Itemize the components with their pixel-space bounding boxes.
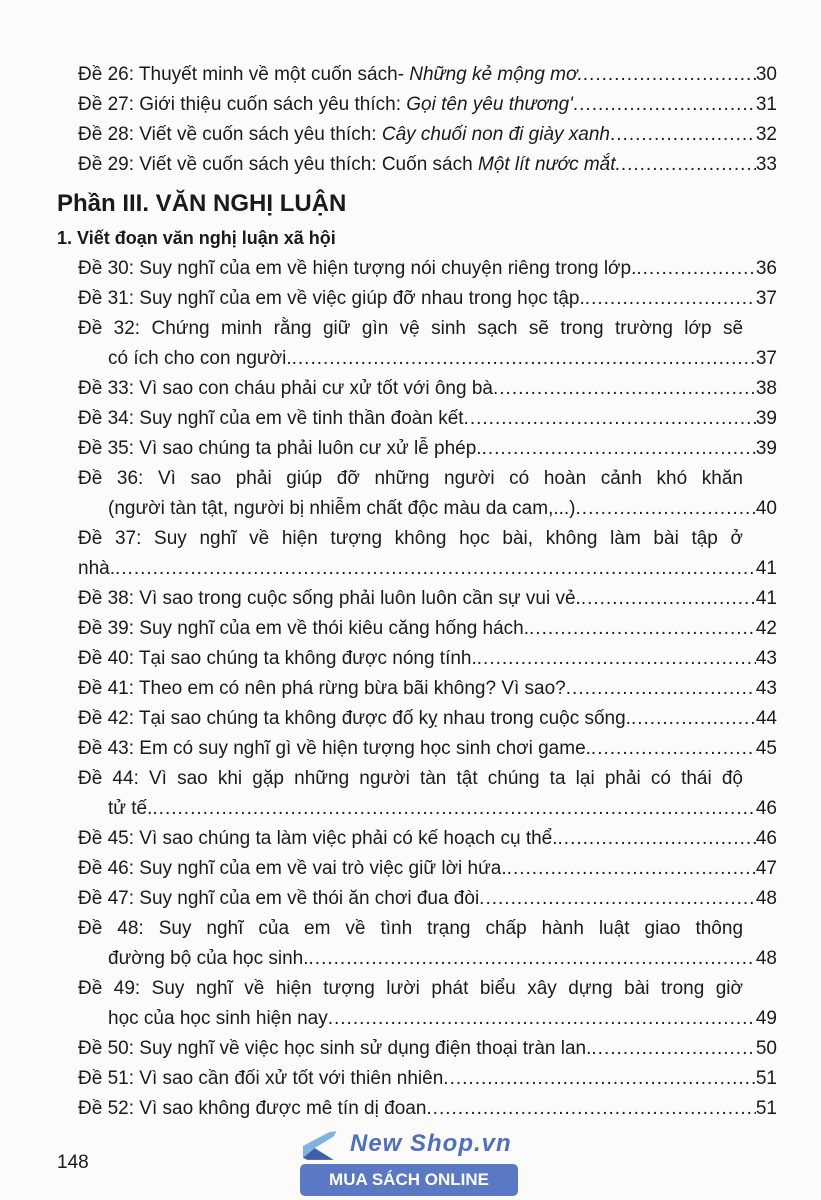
entry-label: Đề 34:	[78, 408, 134, 429]
toc-entry	[0, 1064, 777, 1094]
entry-label: Đề 26:	[78, 64, 134, 85]
leader-dots	[507, 854, 756, 884]
leader-dots	[328, 1004, 756, 1034]
entry-page: 41	[755, 558, 777, 579]
toc-entry-continuation	[0, 344, 777, 374]
entry-text	[108, 794, 152, 824]
toc-entry	[0, 644, 777, 674]
toc-entry-continuation	[0, 794, 777, 824]
entry-page: 46	[755, 828, 777, 849]
entry-label: Đề 38:	[78, 588, 134, 609]
leader-dots	[477, 644, 756, 674]
entry-title-line1: Vì sao khi gặp những người tàn tật chúng ta lại phải có thái độ	[149, 768, 743, 789]
entry-title: Suy nghĩ về việc học sinh sử dụng điện thoại tràn lan.	[139, 1038, 592, 1059]
entry-title: Suy nghĩ của em về hiện tượng nói chuyện riêng trong lớp.	[139, 258, 637, 279]
leader-dots	[610, 120, 756, 150]
entry-text	[78, 554, 115, 584]
leader-dots	[566, 674, 756, 704]
leader-dots	[115, 554, 756, 584]
entry-text	[78, 674, 566, 704]
entry-page: 44	[755, 708, 777, 729]
entry-label: Đề 41:	[78, 678, 134, 699]
toc-entry	[0, 524, 777, 554]
entry-title-line1: Chứng minh rằng giữ gìn vệ sinh sạch sẽ trong trường lớp sẽ	[151, 318, 744, 339]
entry-title: có ích cho con người.	[108, 348, 292, 369]
entry-page: 48	[755, 948, 777, 969]
leader-dots	[482, 434, 756, 464]
entry-text	[78, 120, 610, 150]
entry-text	[78, 90, 573, 120]
entry-title: Em có suy nghĩ gì về hiện tượng học sinh chơi game.	[139, 738, 591, 759]
entry-page: 36	[755, 258, 777, 279]
entry-text	[78, 824, 558, 854]
leader-dots	[585, 284, 756, 314]
entry-text	[78, 644, 477, 674]
entry-label: Đề 44:	[78, 768, 139, 789]
entry-page: 49	[755, 1008, 777, 1029]
entry-text	[78, 150, 621, 180]
toc-entry	[0, 1094, 777, 1124]
entry-page: 32	[755, 124, 777, 145]
leader-dots	[292, 344, 756, 374]
toc-entry	[0, 884, 777, 914]
entry-title: Vì sao con cháu phải cư xử tốt với ông bà	[139, 378, 493, 399]
leader-dots	[443, 1064, 756, 1094]
leader-dots	[583, 60, 756, 90]
entry-text	[78, 284, 585, 314]
newshop-logo-icon	[300, 1130, 344, 1162]
entry-text	[78, 704, 631, 734]
entry-page: 31	[755, 94, 777, 115]
entry-page: 43	[755, 648, 777, 669]
leader-dots	[464, 404, 756, 434]
leader-dots	[493, 374, 756, 404]
entry-text	[78, 60, 583, 90]
toc-entry	[0, 734, 777, 764]
watermark-brand: New Shop.vn	[350, 1130, 512, 1157]
entry-label: Đề 48:	[78, 918, 144, 939]
toc-entry	[0, 150, 777, 180]
entry-title: nhà.	[78, 558, 115, 579]
toc-entry	[0, 404, 777, 434]
toc-entry	[0, 914, 777, 944]
entry-title: Suy nghĩ của em về việc giúp đỡ nhau trong học tập.	[139, 288, 585, 309]
entry-title-line1: Suy nghĩ của em về tình trạng chấp hành luật giao thông	[158, 918, 744, 939]
entry-page: 39	[755, 438, 777, 459]
entry-text	[78, 734, 591, 764]
toc-entry-continuation	[0, 494, 777, 524]
entry-page: 51	[755, 1098, 777, 1119]
entry-title: Thuyết minh về một cuốn sách-	[138, 64, 410, 85]
entry-page: 45	[755, 738, 777, 759]
toc-entry	[0, 314, 777, 344]
toc-entry	[0, 614, 777, 644]
entry-page: 40	[755, 498, 777, 519]
entry-text	[78, 374, 493, 404]
entry-title: Vì sao chúng ta phải luôn cư xử lễ phép.	[139, 438, 482, 459]
buy-online-badge: MUA SÁCH ONLINE	[300, 1164, 518, 1196]
entry-text	[78, 1034, 591, 1064]
entry-text	[78, 884, 479, 914]
leader-dots	[591, 734, 756, 764]
entry-label: Đề 51:	[78, 1068, 134, 1089]
entry-title: Giới thiệu cuốn sách yêu thích:	[139, 94, 407, 115]
entry-title: Viết về cuốn sách yêu thích:	[139, 124, 382, 145]
entry-first-line	[78, 524, 743, 554]
entry-text	[108, 494, 576, 524]
toc-entry	[0, 824, 777, 854]
toc-entry	[0, 1034, 777, 1064]
entry-text	[108, 1004, 328, 1034]
toc-entry	[0, 704, 777, 734]
entry-page: 46	[755, 798, 777, 819]
entry-text	[78, 1094, 426, 1124]
toc-entry	[0, 674, 777, 704]
toc-entry	[0, 90, 777, 120]
entry-page: 33	[755, 154, 777, 175]
leader-dots	[558, 824, 756, 854]
entry-page: 42	[755, 618, 777, 639]
entry-label: Đề 47:	[78, 888, 134, 909]
leader-dots	[621, 150, 756, 180]
entry-title: Vì sao chúng ta làm việc phải có kế hoạch cụ thể.	[139, 828, 558, 849]
entry-label: Đề 33:	[78, 378, 134, 399]
entry-label: Đề 50:	[78, 1038, 134, 1059]
toc-entry	[0, 464, 777, 494]
entry-text	[108, 344, 292, 374]
toc-entry	[0, 284, 777, 314]
entry-title: Theo em có nên phá rừng bừa bãi không? Vì sao?	[138, 678, 566, 699]
leader-dots	[309, 944, 756, 974]
entry-label: Đề 46:	[78, 858, 134, 879]
entry-page: 48	[755, 888, 777, 909]
entry-text	[78, 854, 507, 884]
entry-italic-title: Gọi tên yêu thương'	[406, 94, 573, 115]
entry-label: Đề 31:	[78, 288, 134, 309]
leader-dots	[636, 254, 755, 284]
table-of-contents	[0, 60, 821, 1124]
toc-entry	[0, 374, 777, 404]
entry-first-line	[78, 314, 743, 344]
leader-dots	[631, 704, 756, 734]
entry-title: Suy nghĩ của em về thói ăn chơi đua đòi	[139, 888, 480, 909]
entry-label: Đề 49:	[78, 978, 141, 999]
entry-text	[78, 584, 581, 614]
section-heading: 1. Viết đoạn văn nghị luận xã hội	[57, 228, 336, 248]
entry-title-line1: Suy nghĩ về hiện tượng không học bài, không làm bài tập ở	[154, 528, 743, 549]
entry-text	[78, 404, 464, 434]
entry-page: 50	[755, 1038, 777, 1059]
entry-title-line1: Suy nghĩ về hiện tượng lười phát biểu xây dựng bài trong giờ	[151, 978, 743, 999]
leader-dots	[426, 1094, 755, 1124]
toc-entry-continuation	[0, 944, 777, 974]
entry-first-line	[78, 914, 743, 944]
entry-title: (người tàn tật, người bị nhiễm chất độc màu da cam,...)	[108, 498, 576, 519]
entry-first-line	[78, 764, 743, 794]
entry-page: 43	[755, 678, 777, 699]
entry-text	[78, 1064, 443, 1094]
entry-italic-title: Một lít nước mắt.	[477, 154, 621, 175]
entry-title: Vì sao trong cuộc sống phải luôn luôn cần sự vui vẻ.	[139, 588, 581, 609]
toc-entry	[0, 974, 777, 1004]
toc-entry-continuation	[0, 554, 777, 584]
entry-label: Đề 29:	[78, 154, 134, 175]
entry-italic-title: Những kẻ mộng mơ.	[409, 64, 583, 85]
entry-title: Tại sao chúng ta không được đố kỵ nhau trong cuộc sống.	[138, 708, 631, 729]
entry-page: 37	[755, 348, 777, 369]
entry-first-line	[78, 974, 743, 1004]
entry-label: Đề 39:	[78, 618, 134, 639]
entry-label: Đề 35:	[78, 438, 134, 459]
leader-dots	[591, 1034, 755, 1064]
entry-page: 47	[755, 858, 777, 879]
entry-title: Tại sao chúng ta không được nóng tính.	[138, 648, 477, 669]
entry-label: Đề 37:	[78, 528, 142, 549]
entry-title: Suy nghĩ của em về tinh thần đoàn kết	[139, 408, 464, 429]
leader-dots	[573, 90, 756, 120]
entry-first-line	[78, 464, 743, 494]
entry-title: Viết về cuốn sách yêu thích: Cuốn sách	[139, 154, 478, 175]
entry-title: tử tế.	[108, 798, 153, 819]
entry-label: Đề 28:	[78, 124, 134, 145]
toc-entry	[0, 764, 777, 794]
entry-title: Vì sao cần đối xử tốt với thiên nhiên	[139, 1068, 444, 1089]
toc-entry	[0, 120, 777, 150]
toc-entry	[0, 854, 777, 884]
entry-page: 41	[755, 588, 777, 609]
entry-text	[78, 614, 529, 644]
leader-dots	[581, 584, 756, 614]
entry-label: Đề 40:	[78, 648, 134, 669]
entry-italic-title: Cây chuối non đi giày xanh	[381, 124, 610, 145]
page-number: 148	[57, 1152, 89, 1173]
entry-page: 30	[755, 64, 777, 85]
entry-title: Vì sao không được mê tín dị đoan	[139, 1098, 427, 1119]
entry-label: Đề 45:	[78, 828, 134, 849]
part-heading: Phần III. VĂN NGHỊ LUẬN	[57, 190, 347, 217]
entry-label: Đề 52:	[78, 1098, 134, 1119]
leader-dots	[152, 794, 755, 824]
entry-title: học của học sinh hiện nay	[108, 1008, 328, 1029]
entry-title: Suy nghĩ của em về vai trò việc giữ lời hứa.	[139, 858, 507, 879]
toc-entry	[0, 434, 777, 464]
toc-entry	[0, 254, 777, 284]
entry-title-line1: Vì sao phải giúp đỡ những người có hoàn cảnh khó khăn	[157, 468, 743, 489]
entry-label: Đề 27:	[78, 94, 134, 115]
entry-title: Suy nghĩ của em về thói kiêu căng hống hách.	[139, 618, 530, 639]
entry-page: 39	[755, 408, 777, 429]
entry-text	[78, 434, 482, 464]
entry-page: 37	[755, 288, 777, 309]
entry-label: Đề 32:	[78, 318, 141, 339]
entry-text	[108, 944, 309, 974]
newshop-watermark	[300, 1130, 530, 1198]
leader-dots	[479, 884, 756, 914]
entry-label: Đề 42:	[78, 708, 134, 729]
toc-entry	[0, 584, 777, 614]
toc-entry-continuation	[0, 1004, 777, 1034]
entry-label: Đề 30:	[78, 258, 134, 279]
entry-page: 51	[755, 1068, 777, 1089]
entry-label: Đề 36:	[78, 468, 144, 489]
entry-page: 38	[755, 378, 777, 399]
leader-dots	[576, 494, 756, 524]
entry-title: đường bộ của học sinh.	[108, 948, 309, 969]
leader-dots	[529, 614, 756, 644]
entry-text	[78, 254, 636, 284]
entry-label: Đề 43:	[78, 738, 134, 759]
toc-entry	[0, 60, 777, 90]
